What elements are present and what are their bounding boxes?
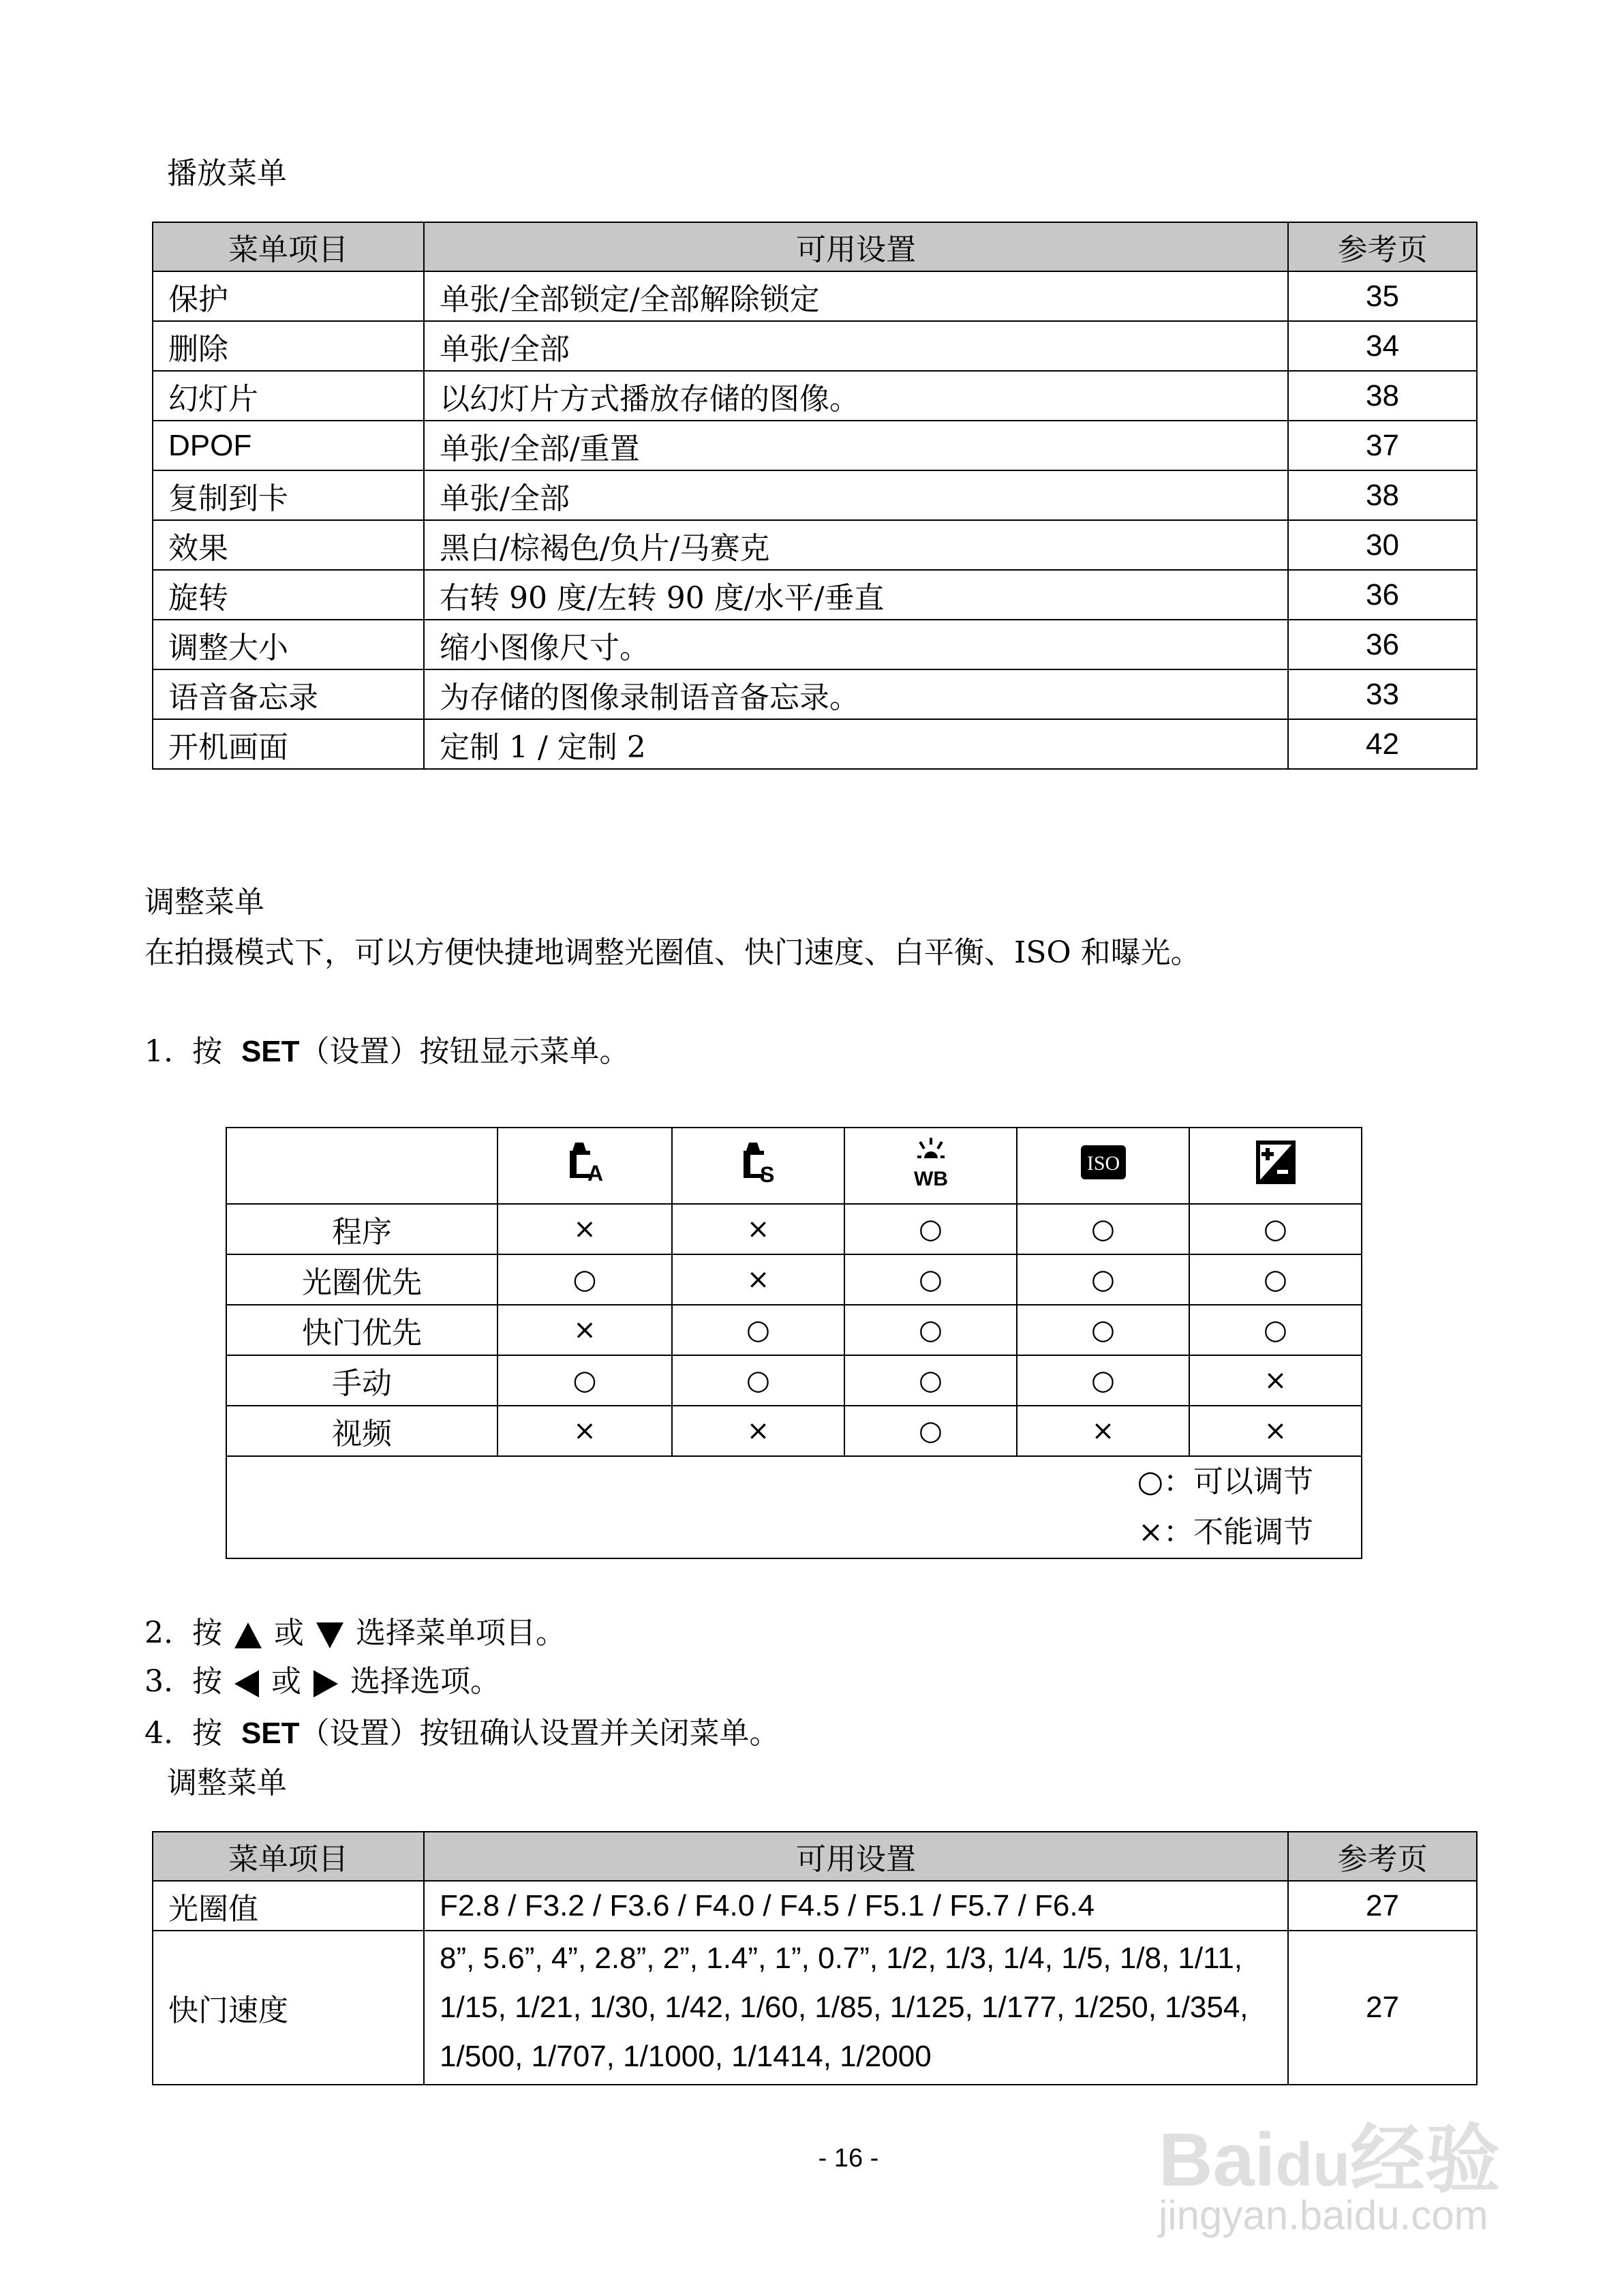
adjustable-mark: ○ (498, 1254, 672, 1305)
cell-page: 33 (1288, 669, 1477, 719)
table-row (153, 470, 1477, 520)
cell-page: 38 (1288, 371, 1477, 421)
cell-page: 30 (1288, 520, 1477, 570)
page-number: - 16 - (818, 2144, 879, 2173)
cell-item: 快门速度 (153, 1931, 424, 2085)
cell-settings: 单张/全部锁定/全部解除锁定 (424, 271, 1288, 321)
white-balance-icon (911, 1136, 951, 1188)
cell-page: 36 (1288, 570, 1477, 620)
not-adjustable-mark: × (672, 1204, 844, 1254)
exposure-icon (1255, 1140, 1296, 1185)
baidu-watermark-logo: Baidu经验 (1159, 2118, 1501, 2202)
adjustable-mark: ○ (844, 1355, 1017, 1406)
shutter-priority-icon (738, 1140, 779, 1185)
not-adjustable-mark: × (1017, 1406, 1189, 1456)
right-arrow-icon (313, 1670, 338, 1697)
cell-page: 37 (1288, 421, 1477, 470)
step-text: 或 (271, 1664, 301, 1699)
adjustable-mark: ○ (844, 1254, 1017, 1305)
cell-settings: 黑白/棕褐色/负片/马赛克 (424, 520, 1288, 570)
cell-settings: 右转 90 度/左转 90 度/水平/垂直 (424, 570, 1288, 620)
not-adjustable-mark: × (498, 1204, 672, 1254)
adjust-intro: 在拍摄模式下，可以方便快捷地调整光圈值、快门速度、白平衡、ISO 和曝光。 (144, 935, 1201, 970)
cell-item: 删除 (153, 321, 424, 371)
svg-text:WB: WB (913, 1167, 948, 1188)
cell-settings: 缩小图像尺寸。 (424, 620, 1288, 669)
step-text: 按 (192, 1616, 222, 1650)
set-key: SET (241, 1035, 300, 1068)
table-row (153, 371, 1477, 421)
cell-item: 旋转 (153, 570, 424, 620)
mode-settings-matrix (226, 1127, 1362, 1559)
step-4 (144, 1713, 780, 1754)
header-settings: 可用设置 (424, 1832, 1288, 1881)
not-adjustable-mark: × (1189, 1355, 1362, 1406)
mode-label: 快门优先 (226, 1305, 498, 1355)
table-row (153, 1881, 1477, 1931)
not-adjustable-mark: × (672, 1254, 844, 1305)
adjust-menu-table (152, 1831, 1478, 2085)
adjustable-mark: ○ (1017, 1355, 1189, 1406)
aperture-priority-icon (564, 1140, 605, 1185)
adjustable-mark: ○ (498, 1355, 672, 1406)
cell-item: 保护 (153, 271, 424, 321)
not-adjustable-mark: × (672, 1406, 844, 1456)
set-key: SET (241, 1717, 300, 1750)
svg-text:ISO: ISO (1086, 1151, 1120, 1175)
adjustable-mark: ○ (844, 1305, 1017, 1355)
table-row (153, 620, 1477, 669)
header-page: 参考页 (1288, 222, 1477, 271)
down-arrow-icon (316, 1622, 343, 1648)
cell-item: 调整大小 (153, 620, 424, 669)
header-item: 菜单项目 (153, 222, 424, 271)
step-3 (144, 1661, 500, 1702)
legend-not-adjustable: ×：不能调节 (1138, 1515, 1313, 1550)
legend-adjustable: ○：可以调节 (1137, 1464, 1313, 1499)
table-row (153, 669, 1477, 719)
table-row (153, 1931, 1477, 2085)
table-row (153, 719, 1477, 769)
matrix-row (226, 1204, 1362, 1254)
step-text: 按 (192, 1716, 222, 1751)
step-1 (144, 1031, 630, 1072)
table-row (153, 570, 1477, 620)
cell-item: 幻灯片 (153, 371, 424, 421)
cell-item: 光圈值 (153, 1881, 424, 1931)
left-arrow-icon (234, 1670, 259, 1697)
cell-settings: 以幻灯片方式播放存储的图像。 (424, 371, 1288, 421)
adjust-menu-title: 调整菜单 (144, 885, 264, 920)
mode-label: 手动 (226, 1355, 498, 1406)
cell-settings: 单张/全部 (424, 470, 1288, 520)
cell-item: 语音备忘录 (153, 669, 424, 719)
matrix-row (226, 1254, 1362, 1305)
mode-label: 程序 (226, 1204, 498, 1254)
cell-page: 34 (1288, 321, 1477, 371)
adjustable-mark: ○ (672, 1305, 844, 1355)
baidu-watermark-url: jingyan.baidu.com (1159, 2192, 1488, 2238)
adjustable-mark: ○ (844, 1204, 1017, 1254)
not-adjustable-mark: × (1189, 1406, 1362, 1456)
step-2 (144, 1613, 566, 1654)
step-text: （设置）按钮确认设置并关闭菜单。 (299, 1716, 780, 1751)
step-num: 4. (144, 1716, 173, 1751)
matrix-row (226, 1355, 1362, 1406)
mode-label: 光圈优先 (226, 1254, 498, 1305)
step-text: 或 (273, 1616, 304, 1650)
cell-page: 36 (1288, 620, 1477, 669)
adjustable-mark: ○ (1017, 1204, 1189, 1254)
cell-item: 复制到卡 (153, 470, 424, 520)
svg-text:S: S (759, 1162, 774, 1185)
mode-label: 视频 (226, 1406, 498, 1456)
cell-page: 27 (1288, 1881, 1477, 1931)
cell-settings: 单张/全部 (424, 321, 1288, 371)
matrix-row (226, 1305, 1362, 1355)
step-text: 按 (192, 1034, 222, 1069)
step-num: 2. (144, 1616, 173, 1650)
adjustable-mark: ○ (1189, 1305, 1362, 1355)
svg-text:A: A (587, 1160, 604, 1185)
cell-page: 42 (1288, 719, 1477, 769)
cell-page: 35 (1288, 271, 1477, 321)
step-text: 按 (192, 1664, 222, 1699)
cell-settings: 为存储的图像录制语音备忘录。 (424, 669, 1288, 719)
cell-item: DPOF (153, 421, 424, 470)
cell-settings: 定制 1 / 定制 2 (424, 719, 1288, 769)
cell-item: 效果 (153, 520, 424, 570)
playback-menu-table (152, 222, 1478, 770)
iso-icon (1080, 1144, 1127, 1181)
step-num: 3. (144, 1664, 173, 1699)
adjustable-mark: ○ (672, 1355, 844, 1406)
step-text: （设置）按钮显示菜单。 (299, 1034, 630, 1069)
adjustable-mark: ○ (1017, 1254, 1189, 1305)
cell-page: 27 (1288, 1931, 1477, 2085)
matrix-legend (226, 1456, 1362, 1558)
cell-item: 开机画面 (153, 719, 424, 769)
table-row (153, 271, 1477, 321)
adjustable-mark: ○ (1189, 1254, 1362, 1305)
adjustable-mark: ○ (1189, 1204, 1362, 1254)
cell-page: 38 (1288, 470, 1477, 520)
header-item: 菜单项目 (153, 1832, 424, 1881)
cell-settings: F2.8 / F3.2 / F3.6 / F4.0 / F4.5 / F5.1 / F5.7 / F6.4 (424, 1881, 1288, 1931)
cell-settings: 单张/全部/重置 (424, 421, 1288, 470)
not-adjustable-mark: × (498, 1305, 672, 1355)
adjustable-mark: ○ (1017, 1305, 1189, 1355)
table-row (153, 520, 1477, 570)
cell-settings: 8”, 5.6”, 4”, 2.8”, 2”, 1.4”, 1”, 0.7”, 1/2, 1/3, 1/4, 1/5, 1/8, 1/11, 1/15, 1/21, 1/30, 1/42, 1/60, 1/85, 1/125, 1/177, 1/250, 1/354, 1/500, 1/707, 1/1000, 1/1414, 1/2000 (424, 1931, 1288, 2085)
step-num: 1. (144, 1034, 173, 1069)
adjust-table-title: 调整菜单 (167, 1766, 287, 1800)
adjustable-mark: ○ (844, 1406, 1017, 1456)
step-text: 选择选项。 (350, 1664, 500, 1699)
step-text: 选择菜单项目。 (355, 1616, 566, 1650)
matrix-row (226, 1406, 1362, 1456)
up-arrow-icon (234, 1622, 262, 1648)
table-row (153, 321, 1477, 371)
header-settings: 可用设置 (424, 222, 1288, 271)
table-row (153, 421, 1477, 470)
playback-menu-title: 播放菜单 (167, 156, 287, 191)
not-adjustable-mark: × (498, 1406, 672, 1456)
header-page: 参考页 (1288, 1832, 1477, 1881)
matrix-corner (226, 1128, 498, 1204)
